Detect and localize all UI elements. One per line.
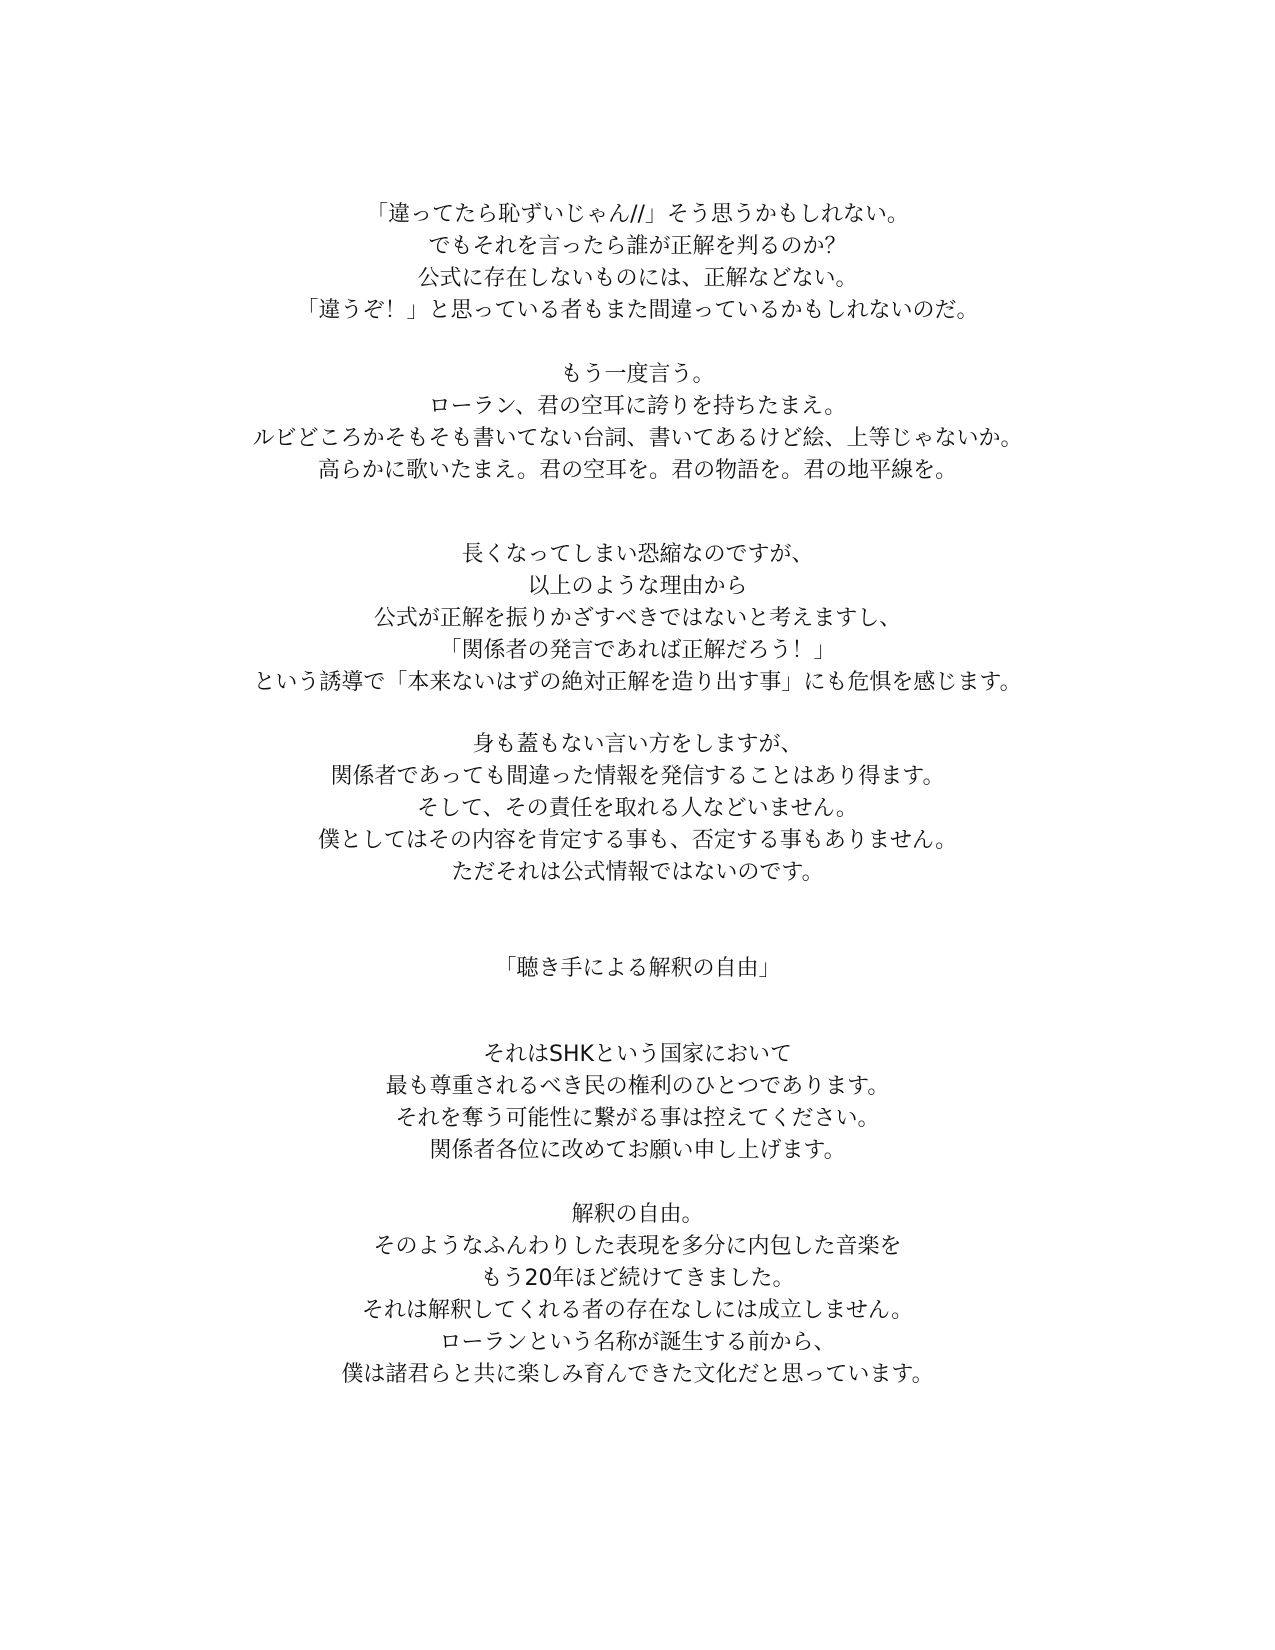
text-line: ただそれは公式情報ではないのです。 <box>451 860 824 885</box>
text-line: もう20年ほど続けてきました。 <box>480 1266 795 1291</box>
text-line: ローラン、君の空耳に誇りを持ちたまえ。 <box>428 394 847 419</box>
text-line: 僕としてはその内容を肯定する事も、否定する事もありません。 <box>317 828 958 853</box>
text-line: 長くなってしまい恐縮なのですが、 <box>461 542 814 567</box>
text-line: でもそれを言ったら誰が正解を判るのか？ <box>428 234 847 259</box>
text-line: 高らかに歌いたまえ。君の空耳を。君の物語を。君の地平線を。 <box>317 458 958 483</box>
section-heading: 「聴き手による解釈の自由」 <box>494 956 781 981</box>
text-line: それはSHKという国家において <box>483 1042 792 1067</box>
text-line: それは解釈してくれる者の存在なしには成立しません。 <box>361 1298 914 1323</box>
text-line: 身も蓋もない言い方をしますが、 <box>472 732 803 757</box>
text-line: それを奪う可能性に繋がる事は控えてください。 <box>395 1106 880 1131</box>
text-line: 僕は諸君らと共に楽しみ育んできた文化だと思っています。 <box>341 1362 934 1387</box>
text-line: 関係者であっても間違った情報を発信することはあり得ます。 <box>330 764 945 789</box>
text-line: 公式に存在しないものには、正解などない。 <box>417 266 858 291</box>
text-line: もう一度言う。 <box>560 362 715 387</box>
text-line: 「違ってたら恥ずいじゃん//」そう思うかもしれない。 <box>366 202 909 227</box>
text-line: 解釈の自由。 <box>571 1202 704 1227</box>
text-line: 最も尊重されるべき民の権利のひとつであります。 <box>385 1074 890 1099</box>
text-line: 以上のような理由から <box>527 574 748 599</box>
text-line: 公式が正解を振りかざすべきではないと考えますし、 <box>373 606 902 631</box>
text-line: そして、その責任を取れる人などいません。 <box>417 796 858 821</box>
text-line: ルビどころかそもそも書いてない台詞、書いてあるけど絵、上等じゃないか。 <box>252 426 1023 451</box>
text-line: という誘導で「本来ないはずの絶対正解を造り出す事」にも危惧を感じます。 <box>253 670 1022 695</box>
text-line: 「関係者の発言であれば正解だろう！」 <box>439 638 836 663</box>
text-line: 関係者各位に改めてお願い申し上げます。 <box>429 1138 846 1163</box>
text-line: 「違うぞ！」と思っている者もまた間違っているかもしれないのだ。 <box>296 298 979 323</box>
text-line: ローランという名称が誕生する前から、 <box>439 1330 836 1355</box>
text-line: そのようなふんわりした表現を多分に内包した音楽を <box>373 1234 902 1259</box>
